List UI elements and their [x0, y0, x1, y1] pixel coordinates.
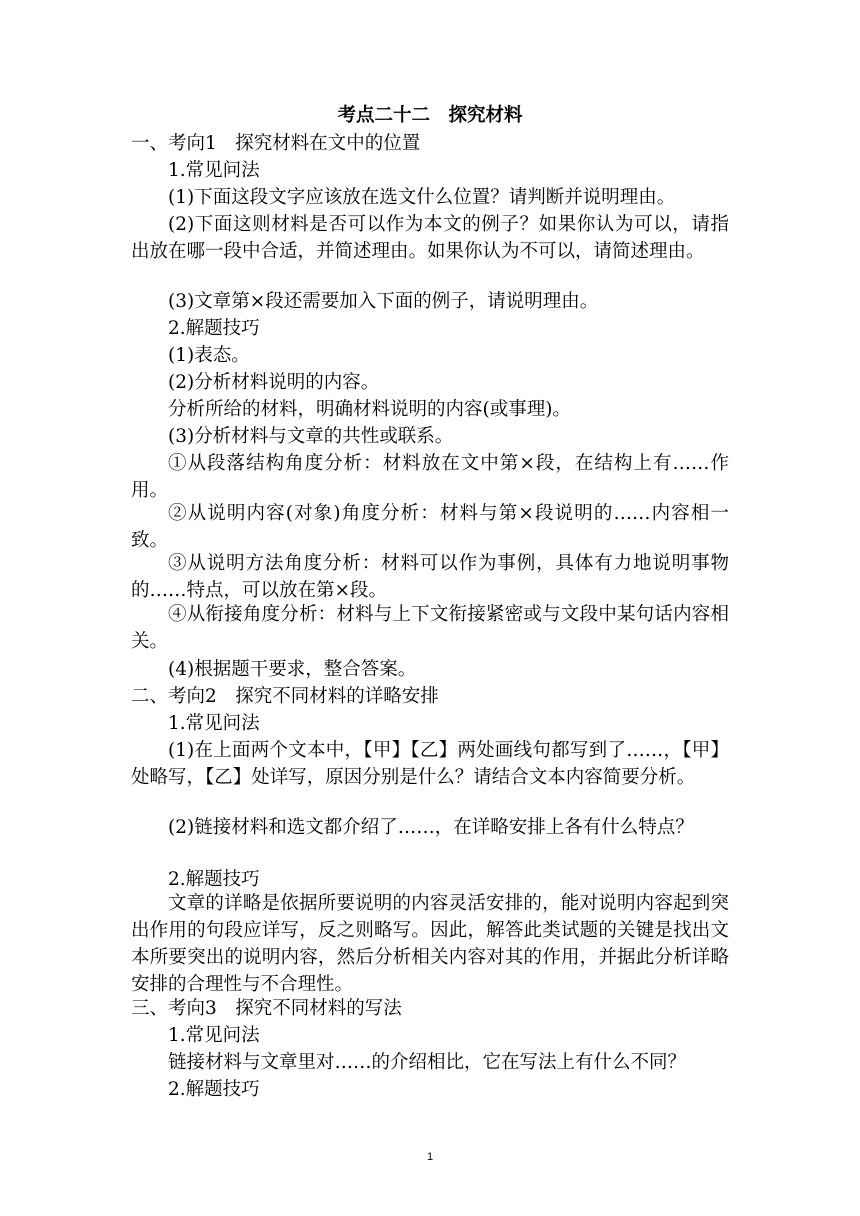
section-heading-1: 一、考向1 探究材料在文中的位置: [131, 133, 421, 154]
technique-step: (3)分析材料与文章的共性或联系。: [168, 426, 454, 447]
technique-step: (1)表态。: [168, 345, 250, 366]
technique-step: (2)分析材料说明的内容。: [168, 372, 380, 393]
document-title: 考点二十二 探究材料: [337, 105, 523, 126]
technique-point: ③从说明方法角度分析：材料可以作为事例，具体有力地说明事物的……特点，可以放在第×段。: [131, 553, 729, 601]
question-item: (1)在上面两个文本中，【甲】【乙】两处画线句都写到了……，【甲】处略写，【乙】处详写，原因分别是什么？请结合文本内容简要分析。: [131, 740, 729, 788]
question-item: (2)链接材料和选文都介绍了……，在详略安排上各有什么特点？: [168, 817, 694, 838]
page-number: 1: [426, 1151, 434, 1163]
section-heading-3: 三、考向3 探究不同材料的写法: [131, 998, 402, 1019]
question-item: (2)下面这则材料是否可以作为本文的例子？如果你认为可以，请指出放在哪一段中合适，并简述理由。如果你认为不可以，请简述理由。: [131, 214, 729, 262]
section-heading-2: 二、考向2 探究不同材料的详略安排: [131, 686, 439, 707]
technique-point: ②从说明内容(对象)角度分析：材料与第×段说明的……内容相一致。: [131, 503, 729, 551]
subheading-techniques: 2.解题技巧: [168, 318, 260, 339]
subheading-techniques: 2.解题技巧: [168, 1079, 260, 1100]
subheading-common-questions: 1.常见问法: [168, 713, 260, 734]
question-item: (3)文章第×段还需要加入下面的例子，请说明理由。: [168, 291, 599, 312]
subheading-common-questions: 1.常见问法: [168, 1025, 260, 1046]
subheading-common-questions: 1.常见问法: [168, 160, 260, 181]
technique-text: 文章的详略是依据所要说明的内容灵活安排的，能对说明内容起到突出作用的句段应详写，反之则略写。因此，解答此类试题的关键是找出文本所要突出的说明内容，然后分析相关内容对其的作用，并据此分析详略安排的合理性与不合理性。: [131, 893, 729, 995]
technique-text: 分析所给的材料，明确材料说明的内容(或事理)。: [168, 399, 571, 420]
technique-point: ④从衔接角度分析：材料与上下文衔接紧密或与文段中某句话内容相关。: [131, 604, 729, 652]
subheading-techniques: 2.解题技巧: [168, 869, 260, 890]
question-item: 链接材料与文章里对……的介绍相比，它在写法上有什么不同？: [168, 1052, 687, 1073]
technique-step: (4)根据题干要求，整合答案。: [168, 659, 417, 680]
technique-point: ①从段落结构角度分析：材料放在文中第×段，在结构上有……作用。: [131, 453, 729, 501]
question-item: (1)下面这段文字应该放在选文什么位置？请判断并说明理由。: [168, 187, 676, 208]
